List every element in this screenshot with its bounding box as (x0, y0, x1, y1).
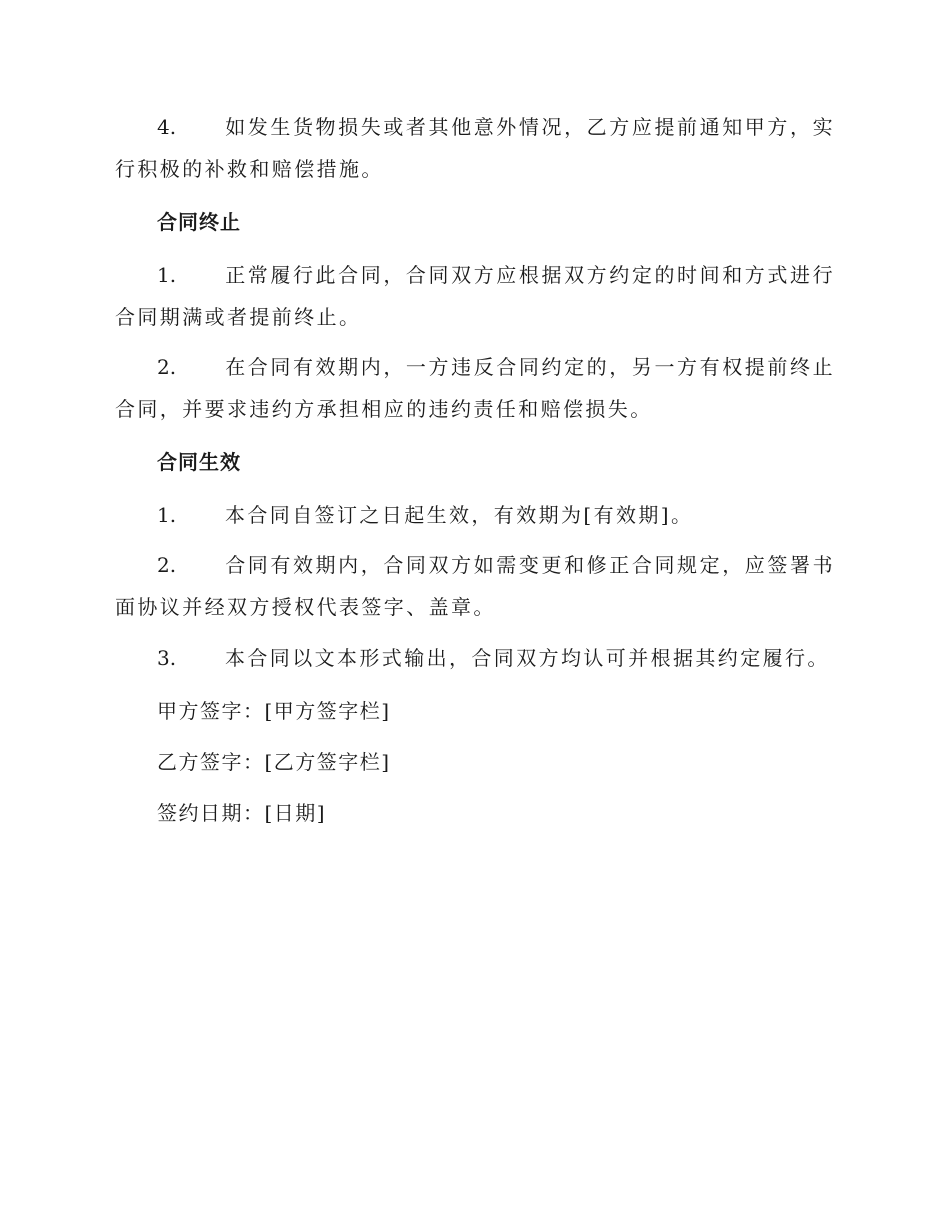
clause-item (115, 254, 835, 338)
section-heading-effectiveness: 合同生效 (157, 450, 241, 474)
clause-number: 2. (157, 553, 177, 577)
clause-text: 正常履行此合同，合同双方应根据双方约定的时间和方式进行合同期满或者提前终止。 (115, 263, 835, 329)
signature-date: 签约日期：[日期] (157, 801, 327, 825)
clause-item (115, 494, 835, 536)
clause-text: 本合同自签订之日起生效，有效期为[有效期]。 (225, 503, 694, 527)
clause-text: 合同有效期内，合同双方如需变更和修正合同规定，应签署书面协议并经双方授权代表签字、盖章。 (115, 553, 835, 619)
clause-item (115, 346, 835, 430)
clause-number: 2. (157, 355, 177, 379)
clause-text: 在合同有效期内，一方违反合同约定的，另一方有权提前终止合同，并要求违约方承担相应的违约责任和赔偿损失。 (115, 355, 835, 421)
clause-item (115, 106, 835, 190)
clause-text: 本合同以文本形式输出，合同双方均认可并根据其约定履行。 (225, 646, 830, 670)
section-heading-termination: 合同终止 (157, 210, 241, 234)
clause-item (115, 637, 835, 679)
clause-text: 如发生货物损失或者其他意外情况，乙方应提前通知甲方，实行积极的补救和赔偿措施。 (115, 115, 835, 181)
signature-party-b: 乙方签字：[乙方签字栏] (157, 750, 391, 774)
clause-number: 3. (157, 646, 177, 670)
signature-party-a: 甲方签字：[甲方签字栏] (157, 699, 391, 723)
clause-number: 1. (157, 263, 177, 287)
clause-number: 4. (157, 115, 177, 139)
clause-number: 1. (157, 503, 177, 527)
clause-item (115, 544, 835, 628)
